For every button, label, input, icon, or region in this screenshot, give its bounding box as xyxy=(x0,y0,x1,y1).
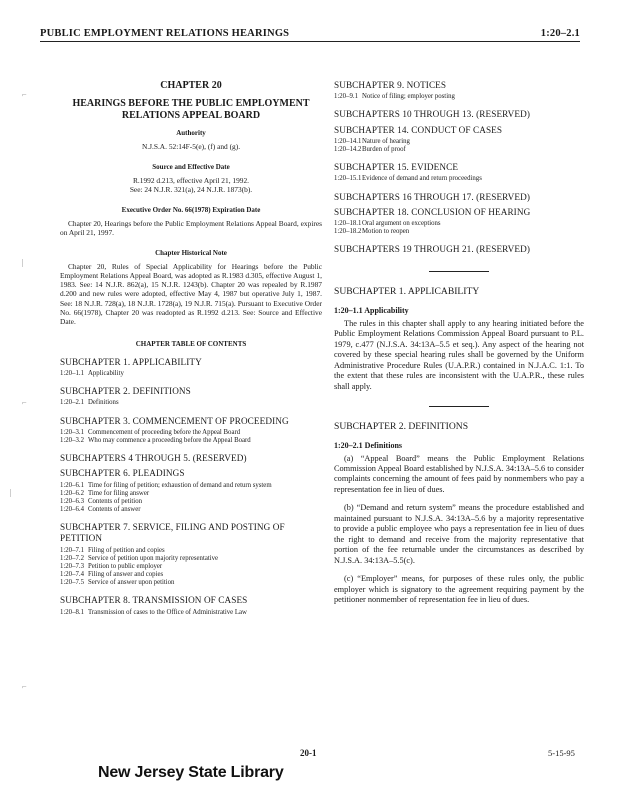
toc-entry[interactable]: 1:20–9.1 Notice of filing; employer posting xyxy=(334,93,455,101)
toc-group xyxy=(60,357,322,378)
executive-order-heading: Executive Order No. 66(1978) Expiration Date xyxy=(121,206,261,214)
toc-entry[interactable]: 1:20–3.1 Commencement of proceeding before the Appeal Board xyxy=(60,428,241,436)
toc-subchapter-heading: SUBCHAPTERS 19 THROUGH 21. (RESERVED) xyxy=(334,244,531,255)
historical-note-text: Chapter 20, Rules of Special Applicability for Hearings before the Public Employment Relations Appeal Board, was adopted as R.1983 d.305, effective August 1, 1983. See: 14 N.J.R. 862(a), 15 N.J.R. 1243(b). Chapter 20 was repealed by R.1987 d.200 and new rules were adopted, effective May 4, 1987 but operative July 1, 1987. See: 18 N.J.R. 728(a), 18 N.J.R. 1728(a), 19 N.J.R. 715(a). Pursuant to Executive Order No. 66(1978), Chapter 20 was readopted as R.1992 d.213. See: Source and Effective Date. xyxy=(60,261,322,327)
toc-group xyxy=(60,595,322,616)
toc-entry[interactable]: 1:20–14.1 Nature of hearing xyxy=(334,137,410,145)
section-2-1-heading: 1:20–2.1 Definitions xyxy=(334,440,402,450)
toc-entry[interactable]: 1:20–18.1 Oral argument on exceptions xyxy=(334,219,441,227)
margin-mark: ⌐ xyxy=(22,682,27,691)
toc-entry[interactable]: 1:20–6.2 Time for filing answer xyxy=(60,489,150,497)
authority-heading: Authority xyxy=(176,129,206,138)
margin-mark: ⌐ xyxy=(22,398,27,407)
toc-entry[interactable]: 1:20–18.2 Motion to reopen xyxy=(334,228,410,236)
toc-entry[interactable]: 1:20–7.5 Service of answer upon petition xyxy=(60,579,175,587)
header-section-number: 1:20–2.1 xyxy=(540,28,580,39)
margin-mark: | xyxy=(22,258,24,267)
definition-paragraph: (c) “Employer” means, for purposes of these rules only, the public employer which is signatory to the agreement requiring payment by the petitioner nonmember of representation fee in lieu of dues. xyxy=(334,574,584,604)
definition-paragraph: (b) “Demand and return system” means the procedure established and maintained pursuant to N.J.S.A. 34:13A–5.6 by a majority representative to provide a public employee who pays a representation fee in lieu of dues the right to demand and receive from the majority representative that portion of the fee returnable under the circumstances as described by N.J.S.A. 34:13A–5.5(c). xyxy=(334,503,584,565)
toc-entry[interactable]: 1:20–7.1 Filing of petition and copies xyxy=(60,546,165,554)
toc-entry[interactable]: 1:20–3.2 Who may commence a proceeding before the Appeal Board xyxy=(60,436,251,444)
toc-entry[interactable]: 1:20–2.1 Definitions xyxy=(60,399,119,407)
toc-group xyxy=(60,416,322,446)
chapter-number: CHAPTER 20 xyxy=(160,80,222,91)
toc-group xyxy=(334,125,584,155)
toc-entry[interactable]: 1:20–14.2 Burden of proof xyxy=(334,145,406,153)
toc-subchapter-heading: SUBCHAPTER 9. NOTICES xyxy=(334,80,447,90)
toc-entry[interactable]: 1:20–8.1 Transmission of cases to the Office of Administrative Law xyxy=(60,608,247,616)
toc-group xyxy=(334,244,584,255)
toc-subchapter-heading: SUBCHAPTER 1. APPLICABILITY xyxy=(60,356,202,367)
historical-note-heading: Chapter Historical Note xyxy=(155,249,227,258)
toc-group xyxy=(334,162,584,183)
toc-subchapter-heading: SUBCHAPTER 7. SERVICE, FILING AND POSTING OF PETITION xyxy=(60,522,285,544)
margin-mark: | xyxy=(10,488,12,497)
source-text: R.1992 d.213, effective April 21, 1992. See: 24 N.J.R. 321(a), 24 N.J.R. 1873(b). xyxy=(129,175,253,194)
authority-text: N.J.S.A. 52:14F-5(e), (f) and (g). xyxy=(141,141,241,151)
toc-group xyxy=(60,386,322,407)
source-heading: Source and Effective Date xyxy=(152,162,230,171)
toc-entry[interactable]: 1:20–15.1 Evidence of demand and return proceedings xyxy=(334,175,482,183)
toc-group xyxy=(334,80,584,101)
executive-order-text: Chapter 20, Hearings before the Public Employment Relations Appeal Board, expires on April 21, 1997. xyxy=(60,218,322,237)
toc-subchapter-heading: SUBCHAPTERS 4 THROUGH 5. (RESERVED) xyxy=(60,453,247,464)
toc-subchapter-heading: SUBCHAPTERS 10 THROUGH 13. (RESERVED) xyxy=(334,109,531,120)
section-1-1-text: The rules in this chapter shall apply to any hearing initiated before the Public Employment Relations Commission Appeal Board pursuant to P.L. 1979, c.477 (N.J.S.A. 34:13A–5.5 et seq.). Any aspect of the hearing not covered by these special hearing rules shall be governed by the Uniform Administrative Procedure Rules (U.A.P.R.) contained in N.J.A.C. 1:1. To the extent that these rules are inconsistent with the U.A.P.R., these rules shall apply. xyxy=(334,318,584,391)
page-number: 20-1 xyxy=(300,748,317,758)
toc-subchapter-heading: SUBCHAPTER 18. CONCLUSION OF HEARING xyxy=(334,206,531,217)
toc-subchapter-heading: SUBCHAPTER 3. COMMENCEMENT OF PROCEEDING xyxy=(60,415,289,426)
toc-entry[interactable]: 1:20–6.3 Contents of petition xyxy=(60,497,142,505)
toc-entry[interactable]: 1:20–7.2 Service of petition upon majority representative xyxy=(60,554,219,562)
section-divider xyxy=(429,406,489,407)
margin-mark: ⌐ xyxy=(22,90,27,99)
running-header xyxy=(40,28,580,42)
toc-group xyxy=(334,207,584,237)
subchapter-1-heading: SUBCHAPTER 1. APPLICABILITY xyxy=(334,286,480,298)
toc-entry[interactable]: 1:20–1.1 Applicability xyxy=(60,370,124,378)
section-1-1-heading: 1:20–1.1 Applicability xyxy=(334,306,409,316)
toc-subchapter-heading: SUBCHAPTER 8. TRANSMISSION OF CASES xyxy=(60,595,248,606)
definition-paragraph: (a) “Appeal Board” means the Public Employment Relations Commission Appeal Board established by N.J.S.A. 34:13A–5.6 to consider complaints concerning the amount of fees paid by nonmembers who pay a representation fee in lieu of dues. xyxy=(334,453,584,494)
toc-entry[interactable]: 1:20–6.1 Time for filing of petition; exhaustion of demand and return system xyxy=(60,481,272,489)
toc-entry[interactable]: 1:20–7.3 Petition to public employer xyxy=(60,562,163,570)
toc-entry[interactable]: 1:20–6.4 Contents of answer xyxy=(60,506,141,514)
toc-group xyxy=(334,192,584,203)
toc-group xyxy=(60,453,322,464)
toc-subchapter-heading: SUBCHAPTER 6. PLEADINGS xyxy=(60,468,185,479)
revision-date: 5-15-95 xyxy=(548,748,575,758)
toc-heading: CHAPTER TABLE OF CONTENTS xyxy=(135,340,247,349)
toc-group xyxy=(60,522,322,587)
chapter-title: HEARINGS BEFORE THE PUBLIC EMPLOYMENT RELATIONS APPEAL BOARD xyxy=(72,98,310,122)
toc-entry[interactable]: 1:20–7.4 Filing of answer and copies xyxy=(60,571,164,579)
toc-group xyxy=(60,468,322,514)
toc-right xyxy=(334,80,584,255)
header-title: PUBLIC EMPLOYMENT RELATIONS HEARINGS xyxy=(40,28,290,39)
library-stamp: New Jersey State Library xyxy=(98,764,284,781)
section-divider xyxy=(429,271,489,272)
toc-left xyxy=(60,357,322,617)
toc-subchapter-heading: SUBCHAPTER 2. DEFINITIONS xyxy=(60,386,191,397)
left-column xyxy=(60,80,322,617)
right-column xyxy=(334,80,584,613)
toc-group xyxy=(334,109,584,120)
toc-subchapter-heading: SUBCHAPTER 15. EVIDENCE xyxy=(334,162,459,173)
toc-subchapter-heading: SUBCHAPTERS 16 THROUGH 17. (RESERVED) xyxy=(334,191,531,202)
toc-subchapter-heading: SUBCHAPTER 14. CONDUCT OF CASES xyxy=(334,124,503,135)
subchapter-2-heading: SUBCHAPTER 2. DEFINITIONS xyxy=(334,421,469,433)
